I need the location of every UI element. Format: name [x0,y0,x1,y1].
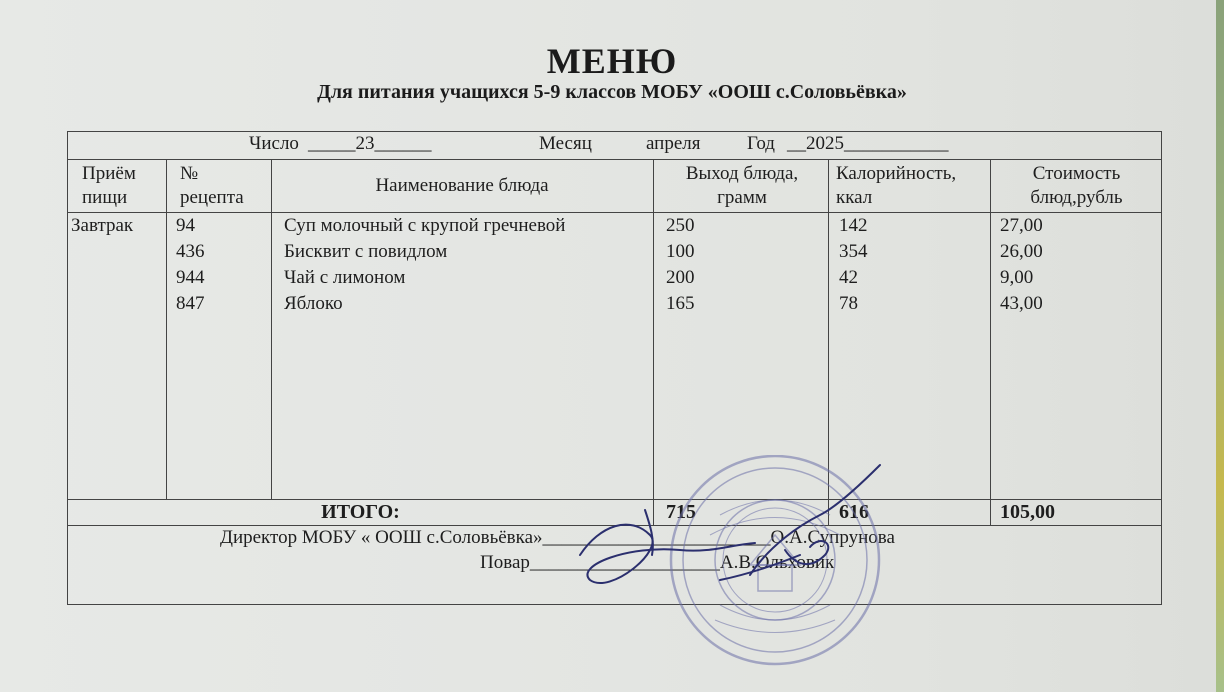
director-blank: ________________________ [542,527,771,548]
calories-list [839,213,868,317]
cook-blank: ____________________ [529,552,720,573]
dish-name: Бисквит с повидлом [284,241,448,262]
dish-calories: 78 [839,293,858,314]
col-divider-1 [166,159,167,499]
day-value: _____23______ [308,133,432,154]
yield-list [666,213,695,317]
background-edge [1216,0,1224,692]
dish-yield: 165 [666,293,695,314]
cost-list [1000,213,1043,317]
recipe-number: 436 [176,241,205,262]
document-title: МЕНЮ [546,41,678,81]
dish-name: Суп молочный с крупой гречневой [284,215,566,236]
total-label: ИТОГО: [321,501,400,523]
dish-list [284,213,565,317]
dish-yield: 200 [666,267,695,288]
cook-name: А.В.Ольховик [719,552,835,573]
director-label: Директор МОБУ « ООШ с.Соловьёвка» [220,527,543,548]
col-divider-2 [271,159,272,499]
col-divider-5 [990,159,991,525]
cook-label: Повар [480,552,530,573]
month-value: апреля [646,133,701,154]
dish-name: Яблоко [284,293,343,314]
col-header-cost: Стоимость блюд,рубль [1030,163,1123,208]
handwritten-signature [570,455,900,605]
dish-yield: 250 [666,215,695,236]
col-header-recipe: № рецепта [180,163,244,208]
col-header-meal: Приём пищи [82,163,136,208]
meal-name: Завтрак [71,215,134,236]
total-yield: 715 [666,501,696,523]
dish-cost: 43,00 [1000,293,1043,314]
recipe-number: 847 [176,293,205,314]
month-label: Месяц [539,133,592,154]
dish-yield: 100 [666,241,695,262]
dish-calories: 354 [839,241,868,262]
recipe-number: 944 [176,267,205,288]
dish-name: Чай с лимоном [284,267,406,288]
date-row [68,132,1161,160]
col-header-calories: Калорийность, ккал [836,163,957,208]
dish-cost: 26,00 [1000,241,1043,262]
recipe-number: 94 [176,215,195,236]
director-name: О.А.Супрунова [770,527,895,548]
total-cost: 105,00 [1000,501,1055,523]
col-header-yield: Выход блюда, грамм [685,163,799,208]
recipe-list [176,213,205,317]
dish-calories: 142 [839,215,868,236]
year-value: __2025___________ [787,133,949,154]
dish-calories: 42 [839,267,858,288]
day-label: Число [249,133,299,154]
dish-cost: 27,00 [1000,215,1043,236]
document-subtitle: Для питания учащихся 5-9 классов МОБУ «ООШ с.Соловьёвка» [317,81,907,103]
col-header-dish: Наименование блюда [375,175,549,196]
total-calories: 616 [839,501,869,523]
year-label: Год [747,133,775,154]
dish-cost: 9,00 [1000,267,1034,288]
header-divider [68,212,1161,213]
